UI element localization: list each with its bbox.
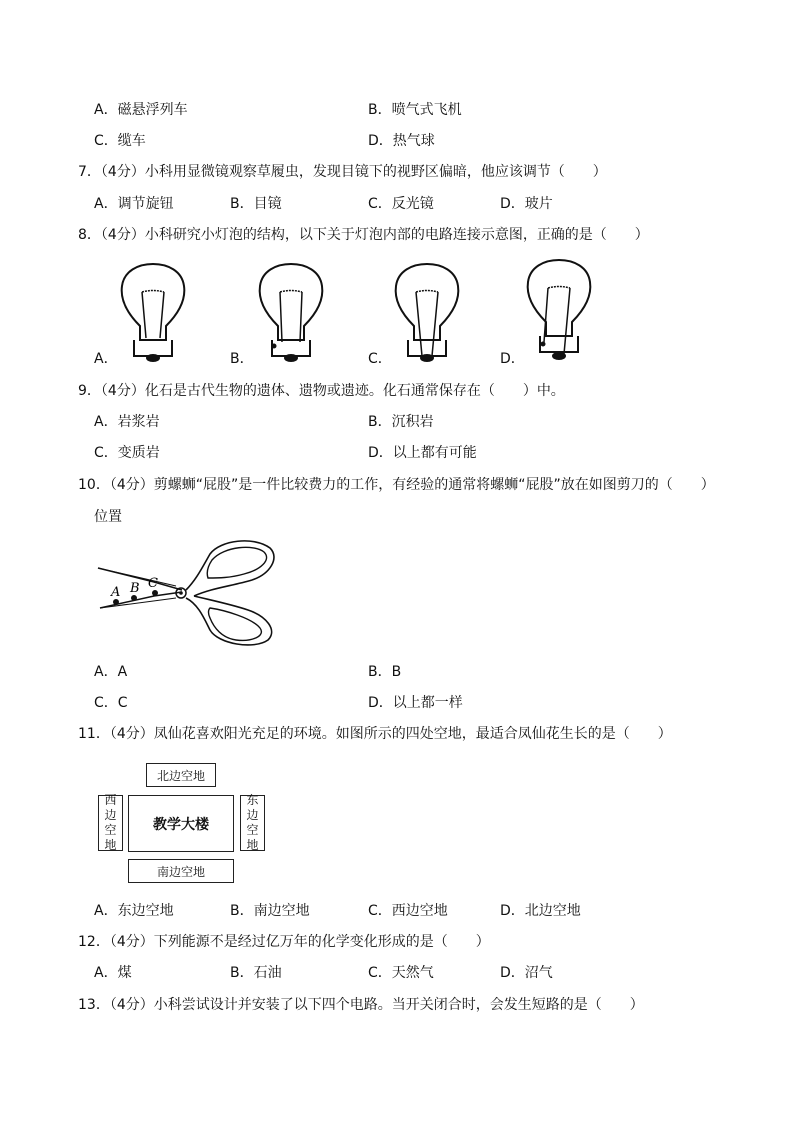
bulb-c-diagram xyxy=(392,262,462,368)
scissors-point-a-label: A xyxy=(111,585,121,600)
scissors-point-c-label: C xyxy=(148,576,158,591)
q8-label-a[interactable]: A． xyxy=(94,351,118,367)
q10-stem-line2: 位置 xyxy=(94,509,122,525)
bulb-a-diagram xyxy=(118,262,188,368)
q12-option-d[interactable]: D．沼气 xyxy=(500,965,553,981)
q11-option-b[interactable]: B．南边空地 xyxy=(230,903,310,919)
bulb-b-diagram xyxy=(256,262,326,368)
q9-option-a[interactable]: A．岩浆岩 xyxy=(94,414,160,430)
q9-stem: 9．（4分）化石是古代生物的遗体、遗物或遗迹。化石通常保存在（ ）中。 xyxy=(78,383,565,399)
q13-stem: 13．（4分）小科尝试设计并安装了以下四个电路。当开关闭合时，会发生短路的是（ ） xyxy=(78,997,644,1013)
q11-option-c[interactable]: C．西边空地 xyxy=(368,903,448,919)
q12-option-c[interactable]: C．天然气 xyxy=(368,965,434,981)
bulb-d-diagram xyxy=(524,258,594,364)
map-south-plot: 南边空地 xyxy=(128,859,234,883)
q6-option-a[interactable]: A．磁悬浮列车 xyxy=(94,102,188,118)
q9-option-d[interactable]: D．以上都有可能 xyxy=(368,445,477,461)
q7-stem: 7．（4分）小科用显微镜观察草履虫，发现目镜下的视野区偏暗，他应该调节（ ） xyxy=(78,164,607,180)
q7-option-b[interactable]: B．目镜 xyxy=(230,196,282,212)
q6-option-b[interactable]: B．喷气式飞机 xyxy=(368,102,462,118)
q12-option-a[interactable]: A．煤 xyxy=(94,965,132,981)
q11-option-a[interactable]: A．东边空地 xyxy=(94,903,174,919)
q7-option-a[interactable]: A．调节旋钮 xyxy=(94,196,174,212)
q11-stem: 11．（4分）凤仙花喜欢阳光充足的环境。如图所示的四处空地，最适合凤仙花生长的是（ ） xyxy=(78,726,672,742)
q9-option-c[interactable]: C．变质岩 xyxy=(94,445,160,461)
q12-option-b[interactable]: B．石油 xyxy=(230,965,282,981)
q8-label-c[interactable]: C． xyxy=(368,351,392,367)
q6-option-c[interactable]: C．缆车 xyxy=(94,133,146,149)
q10-stem-line1: 10．（4分）剪螺蛳“屁股”是一件比较费力的工作，有经验的通常将螺蛳“屁股”放在如图剪刀的（ ） xyxy=(78,477,715,493)
map-east-plot: 东 边 空 地 xyxy=(240,795,265,851)
q10-option-c[interactable]: C．C xyxy=(94,695,128,711)
q10-option-a[interactable]: A．A xyxy=(94,664,128,680)
q8-label-b[interactable]: B． xyxy=(230,351,254,367)
q7-option-d[interactable]: D．玻片 xyxy=(500,196,553,212)
scissors-diagram xyxy=(94,538,276,648)
q12-stem: 12．（4分）下列能源不是经过亿万年的化学变化形成的是（ ） xyxy=(78,934,490,950)
q6-option-d[interactable]: D．热气球 xyxy=(368,133,435,149)
q7-option-c[interactable]: C．反光镜 xyxy=(368,196,434,212)
q11-option-d[interactable]: D．北边空地 xyxy=(500,903,581,919)
map-north-plot: 北边空地 xyxy=(146,763,216,787)
map-west-plot: 西 边 空 地 xyxy=(98,795,123,851)
q8-label-d[interactable]: D． xyxy=(500,351,525,367)
q10-option-b[interactable]: B．B xyxy=(368,664,402,680)
q9-option-b[interactable]: B．沉积岩 xyxy=(368,414,434,430)
q10-option-d[interactable]: D．以上都一样 xyxy=(368,695,463,711)
scissors-point-b-label: B xyxy=(130,581,140,596)
q8-stem: 8．（4分）小科研究小灯泡的结构，以下关于灯泡内部的电路连接示意图，正确的是（ ） xyxy=(78,227,649,243)
map-teaching-building: 教学大楼 xyxy=(128,795,234,852)
